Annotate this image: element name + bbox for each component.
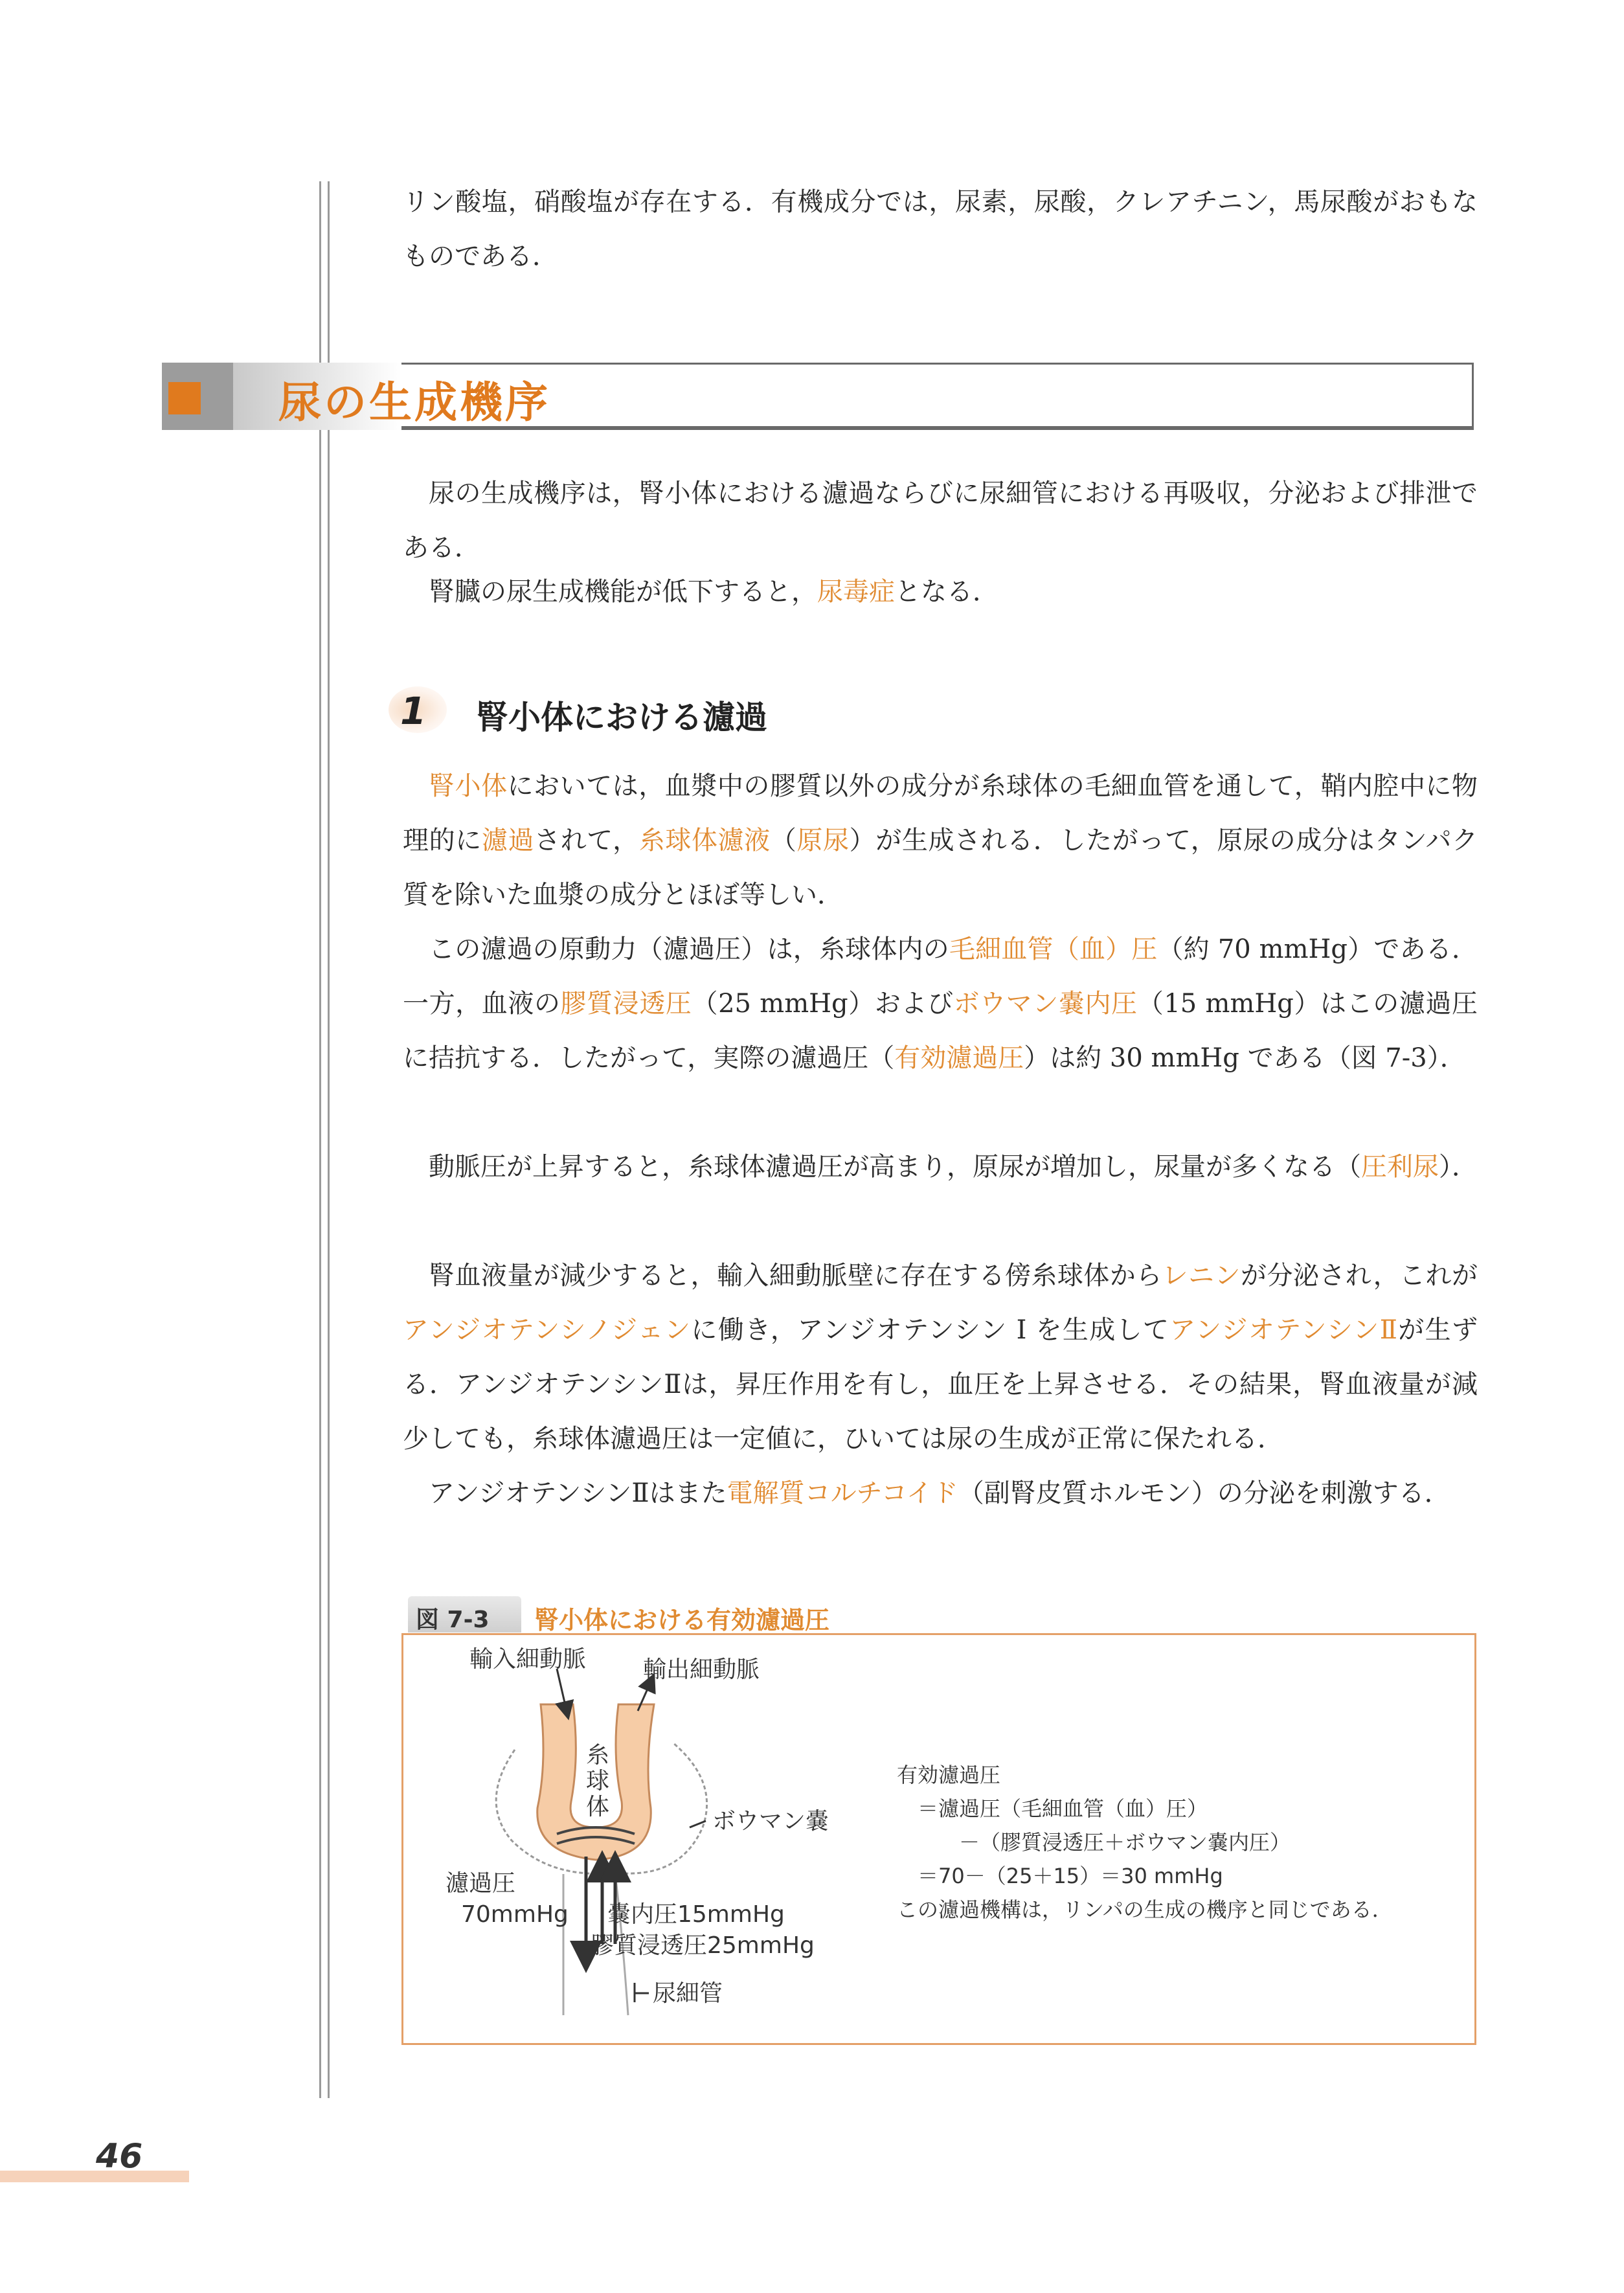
formula-line-1: 有効濾過圧 (897, 1763, 1001, 1787)
section-heading (162, 363, 1474, 430)
body-paragraph-2 (403, 922, 1478, 1085)
body-paragraph-1 (403, 759, 1478, 922)
highlight-term: ボウマン嚢内圧 (953, 989, 1138, 1019)
label-capsule-pressure: 嚢内圧15mmHg (607, 1901, 785, 1928)
text-run: となる． (895, 577, 998, 607)
text-run: ）が生成される．したがって，原尿の成分はタンパク質を除いた血漿の成分とほぼ等しい． (403, 826, 1478, 910)
page-number-bar (0, 2171, 189, 2182)
text-run: に働き，アンジオテンシン I を生成して (691, 1315, 1170, 1345)
text-run: が生ずる．アンジオテンシンⅡは，昇圧作用を有し，血圧を上昇させる．その結果，腎血液量が減少しても，糸球体濾過圧は一定値に，ひいては尿の生成が正常に保たれる． (403, 1315, 1478, 1454)
text-run: 動脈圧が上昇すると，糸球体濾過圧が高まり，原尿が増加し，尿量が多くなる（ (429, 1152, 1361, 1182)
text-run: 尿の生成機序は，腎小体における濾過ならびに尿細管における再吸収，分泌および排泄である． (403, 479, 1478, 563)
subsection-number: 1 (400, 689, 427, 733)
section-paragraph-1 (403, 466, 1478, 575)
body-paragraph-3 (403, 1140, 1478, 1194)
highlight-term: 圧利尿 (1361, 1152, 1439, 1182)
label-afferent: 輸入細動脈 (469, 1646, 587, 1673)
label-glomerulus-2: 球 (586, 1768, 610, 1794)
label-filtration-value: 70mmHg (461, 1901, 569, 1928)
text-run: （15 mmHg）はこの濾過圧に拮抗する．したがって，実際の濾過圧（ (403, 989, 1478, 1073)
highlight-term: 糸球体濾液 (638, 826, 771, 855)
body-paragraph-5 (403, 1466, 1478, 1520)
text-run: （副腎皮質ホルモン）の分泌を刺激する． (958, 1478, 1450, 1508)
text-run: されて， (534, 826, 639, 855)
body-paragraph-4 (403, 1248, 1478, 1466)
highlight-term: 腎小体 (429, 771, 508, 801)
formula-block (897, 1758, 1393, 1926)
highlight-term: 原尿 (796, 826, 850, 855)
formula-line-2: ＝濾過圧（毛細血管（血）圧） (897, 1796, 1208, 1821)
text-run: （25 mmHg）および (692, 989, 954, 1019)
text-run: （約 70 mmHg）である．一方，血液の (403, 934, 1478, 1019)
text-run: この濾過の原動力（濾過圧）は，糸球体内の (429, 934, 949, 964)
heading-square-icon (162, 363, 233, 430)
formula-line-4: ＝70－（25＋15）＝30 mmHg (897, 1864, 1223, 1888)
text-run: においては，血漿中の膠質以外の成分が糸球体の毛細血管を通して，鞘内腔中に物理的に (403, 771, 1478, 855)
label-bowman: ボウマン嚢 (712, 1808, 829, 1835)
highlight-term: 膠質浸透圧 (560, 989, 692, 1019)
highlight-term: アンジオテンシンⅡ (1169, 1315, 1399, 1345)
highlight-term: アンジオテンシノジェン (403, 1315, 692, 1345)
label-tubule: 尿細管 (653, 1980, 723, 2007)
figure-label: 図 7-3 (416, 1607, 490, 1633)
highlight-term: 濾過 (481, 826, 535, 855)
label-filtration-pressure: 濾過圧 (445, 1870, 516, 1897)
intro-paragraph (403, 175, 1478, 284)
text-run: （ (770, 826, 797, 855)
text-run: リン酸塩，硝酸塩が存在する．有機成分では，尿素，尿酸，クレアチニン，馬尿酸がおもなものである． (403, 187, 1478, 271)
page-number: 46 (96, 2137, 143, 2176)
figure-title: 腎小体における有効濾過圧 (534, 1606, 830, 1634)
text-run: が分泌され，これが (1241, 1261, 1478, 1291)
label-oncotic-pressure: 膠質浸透圧25mmHg (591, 1932, 815, 1959)
label-glomerulus-3: 体 (586, 1794, 610, 1820)
section-title: 尿の生成機序 (278, 378, 550, 427)
label-glomerulus-1: 糸 (586, 1742, 610, 1768)
text-run: ）は約 30 mmHg である（図 7-3）． (1024, 1043, 1466, 1073)
text-run: ）． (1439, 1152, 1478, 1182)
subsection-title: 腎小体における濾過 (476, 699, 767, 736)
text-run: 腎臓の尿生成機能が低下すると， (429, 577, 817, 607)
highlight-term: 尿毒症 (817, 577, 895, 607)
highlight-term: レニン (1162, 1261, 1241, 1291)
formula-line-5: この濾過機構は，リンパの生成の機序と同じである． (897, 1897, 1393, 1922)
highlight-term: 毛細血管（血）圧 (949, 934, 1158, 964)
margin-rule (319, 181, 330, 2098)
label-efferent: 輸出細動脈 (643, 1656, 760, 1683)
section-paragraph-2 (403, 565, 1478, 619)
highlight-term: 電解質コルチコイド (727, 1478, 958, 1508)
text-run: 腎血液量が減少すると，輸入細動脈壁に存在する傍糸球体から (429, 1261, 1162, 1291)
formula-line-3: －（膠質浸透圧＋ボウマン嚢内圧） (897, 1830, 1291, 1855)
text-run: アンジオテンシンⅡはまた (429, 1478, 727, 1508)
highlight-term: 有効濾過圧 (894, 1043, 1024, 1073)
